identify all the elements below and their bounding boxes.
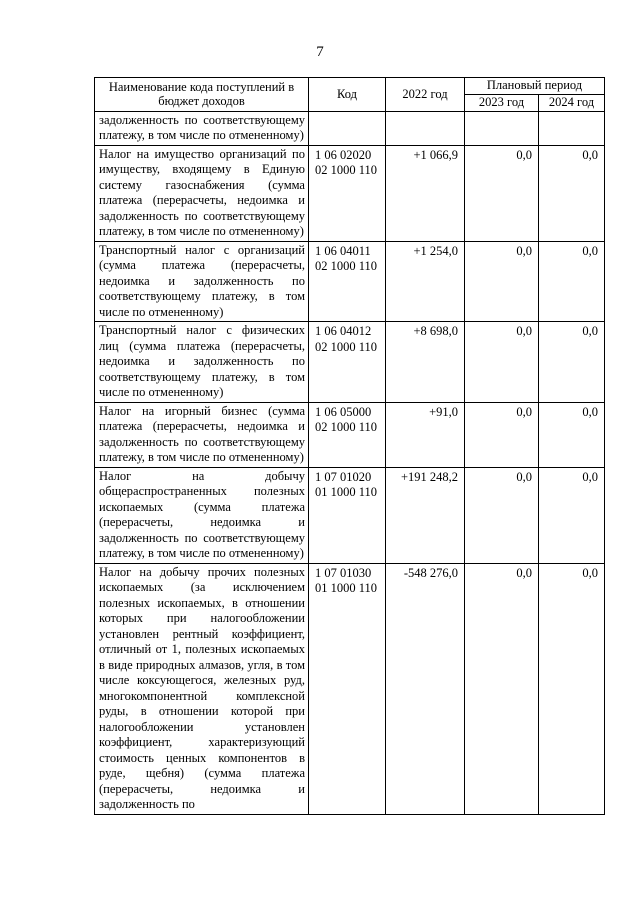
table-row [95,402,605,467]
row-code: 1 07 01030 01 1000 110 [309,563,386,814]
row-description: задолженность по соответствующему платежу, в том числе по отмененному) [95,111,309,145]
row-code [309,111,386,145]
row-description: Налог на игорный бизнес (сумма платежа (перерасчеты, недоимка и задолженность по соответствующему платежу, в том числе по отмененному) [95,402,309,467]
table-row [95,563,605,814]
header-year-2024: 2024 год [539,95,605,112]
row-value-2023: 0,0 [465,563,539,814]
row-value-2022: +1 254,0 [386,241,465,322]
row-code: 1 06 05000 02 1000 110 [309,402,386,467]
row-code: 1 06 02020 02 1000 110 [309,145,386,241]
row-description: Налог на добычу прочих полезных ископаемых (за исключением полезных ископаемых, в отношении которых при налогообложении установлен рентный коэффициент, отличный от 1, полезных ископаемых в виде природных алмазов, угля, в том числе коксующегося, железных руд, многокомпонентной комплексной руды, в отношении которой при налогообложении установлен коэффициент, характеризующий стоимость ценных компонентов в руде, щебня) (сумма платежа (перерасчеты, недоимка и задолженность по [95,563,309,814]
page-number: 7 [316,44,324,60]
row-value-2023: 0,0 [465,241,539,322]
header-name: Наименование кода поступлений в бюджет доходов [95,78,309,112]
header-code: Код [309,78,386,112]
row-value-2023: 0,0 [465,145,539,241]
row-value-2024: 0,0 [539,467,605,563]
row-value-2023: 0,0 [465,322,539,403]
header-year-2023: 2023 год [465,95,539,112]
revenue-table [94,77,605,815]
row-description: Налог на добычу общераспространенных полезных ископаемых (сумма платежа (перерасчеты, недоимка и задолженность по соответствующему платежу, в том числе по отмененному) [95,467,309,563]
row-code: 1 06 04011 02 1000 110 [309,241,386,322]
header-planned-period: Плановый период [465,78,605,95]
row-value-2022: +191 248,2 [386,467,465,563]
table-row [95,111,605,145]
row-value-2022: +8 698,0 [386,322,465,403]
row-description: Налог на имущество организаций по имуществу, входящему в Единую систему газоснабжения (сумма платежа (перерасчеты, недоимка и задолженность по соответствующему платежу, в том числе по отмененному) [95,145,309,241]
table-row [95,145,605,241]
table-row [95,467,605,563]
row-value-2022: +1 066,9 [386,145,465,241]
row-value-2022: +91,0 [386,402,465,467]
table-row [95,241,605,322]
row-value-2023: 0,0 [465,467,539,563]
row-description: Транспортный налог с физических лиц (сумма платежа (перерасчеты, недоимка и задолженность по соответствующему платежу, в том числе по отмененному) [95,322,309,403]
row-value-2024: 0,0 [539,322,605,403]
row-code: 1 06 04012 02 1000 110 [309,322,386,403]
row-value-2024 [539,111,605,145]
row-value-2024: 0,0 [539,241,605,322]
header-year-2022: 2022 год [386,78,465,112]
row-value-2023 [465,111,539,145]
row-value-2024: 0,0 [539,402,605,467]
row-value-2022 [386,111,465,145]
row-value-2022: -548 276,0 [386,563,465,814]
row-code: 1 07 01020 01 1000 110 [309,467,386,563]
row-value-2023: 0,0 [465,402,539,467]
row-value-2024: 0,0 [539,563,605,814]
row-description: Транспортный налог с организаций (сумма платежа (перерасчеты, недоимка и задолженность по соответствующему платежу, в том числе по отмененному) [95,241,309,322]
table-row [95,322,605,403]
row-value-2024: 0,0 [539,145,605,241]
